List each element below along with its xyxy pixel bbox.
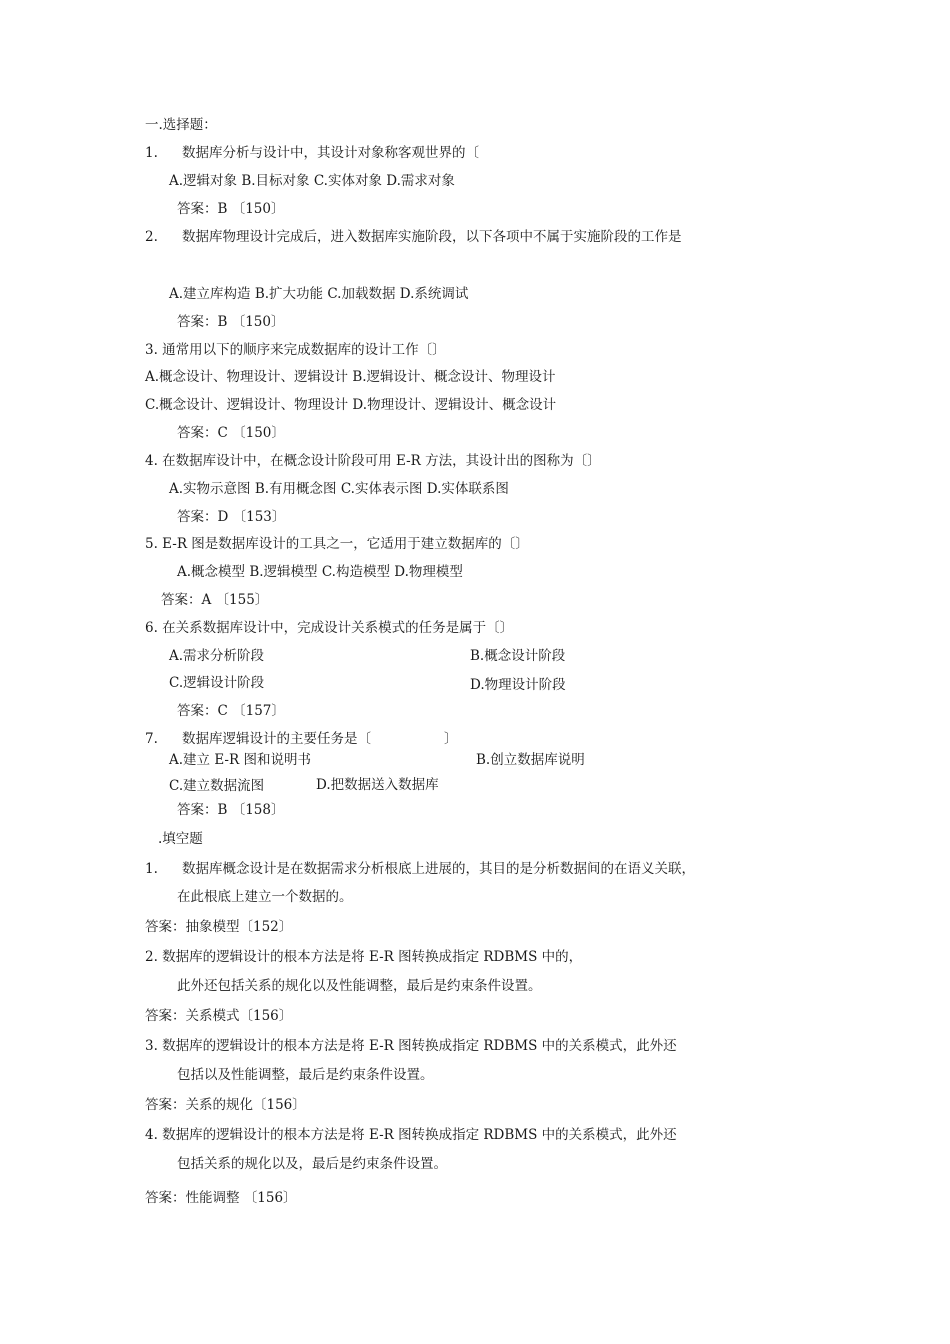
q5-text: 5. E-R 图是数据库设计的工具之一，它适用于建立数据库的〔〕 xyxy=(145,536,529,552)
fill-q4-text: 4. 数据库的逻辑设计的根本方法是将 E-R 图转换成指定 RDBMS 中的关系模式，此外还 xyxy=(145,1127,677,1143)
q3-text: 3. 通常用以下的顺序来完成数据库的设计工作〔〕 xyxy=(145,342,446,358)
section-heading-choice: 一.选择题： xyxy=(145,117,217,133)
q7-text: 数据库逻辑设计的主要任务是〔 xyxy=(182,731,371,747)
q3-options-ab: A.概念设计、物理设计、逻辑设计 B.逻辑设计、概念设计、物理设计 xyxy=(145,369,556,385)
q7-option-a: A.建立 E-R 图和说明书 xyxy=(169,752,311,768)
q6-option-a: A.需求分析阶段 xyxy=(169,648,265,664)
q7-option-d: D.把数据送入数据库 xyxy=(316,777,439,793)
q7-option-b: B.创立数据库说明 xyxy=(476,752,585,768)
q6-text: 6. 在关系数据库设计中，完成设计关系模式的任务是属于〔〕 xyxy=(145,620,514,636)
q5-answer: 答案：A 〔155〕 xyxy=(161,592,269,608)
fill-q2-answer: 答案：关系模式〔156〕 xyxy=(145,1008,293,1024)
q2-options: A.建立库构造 B.扩大功能 C.加载数据 D.系统调试 xyxy=(169,286,469,302)
q1-options: A.逻辑对象 B.目标对象 C.实体对象 D.需求对象 xyxy=(169,173,455,189)
q1-text: 数据库分析与设计中，其设计对象称客观世界的〔 xyxy=(182,145,479,161)
q6-option-c: C.逻辑设计阶段 xyxy=(169,675,265,691)
fill-q1-text-cont: 在此根底上建立一个数据的。 xyxy=(177,889,353,905)
fill-q1-answer: 答案：抽象模型〔152〕 xyxy=(145,919,293,935)
fill-q3-answer: 答案：关系的规化〔156〕 xyxy=(145,1097,306,1113)
q1-number: 1. xyxy=(145,145,158,161)
q2-number: 2. xyxy=(145,229,158,245)
fill-q4-text-cont: 包括关系的规化以及，最后是约束条件设置。 xyxy=(177,1156,447,1172)
q6-option-b: B.概念设计阶段 xyxy=(470,648,566,664)
q4-options: A.实物示意图 B.有用概念图 C.实体表示图 D.实体联系图 xyxy=(169,481,509,497)
q4-text: 4. 在数据库设计中，在概念设计阶段可用 E-R 方法，其设计出的图称为〔〕 xyxy=(145,453,601,469)
q2-answer: 答案：B 〔150〕 xyxy=(177,314,285,330)
fill-q2-text-cont: 此外还包括关系的规化以及性能调整，最后是约束条件设置。 xyxy=(177,978,542,994)
fill-q3-text: 3. 数据库的逻辑设计的根本方法是将 E-R 图转换成指定 RDBMS 中的关系模式，此外还 xyxy=(145,1038,677,1054)
q2-text: 数据库物理设计完成后，进入数据库实施阶段，以下各项中不属于实施阶段的工作是 xyxy=(182,229,682,245)
q7-option-c: C.建立数据流图 xyxy=(169,778,265,794)
q7-answer: 答案：B 〔158〕 xyxy=(177,802,285,818)
section-heading-fill: .填空题 xyxy=(158,831,203,847)
q7-number: 7. xyxy=(145,731,158,747)
q3-answer: 答案：C 〔150〕 xyxy=(177,425,285,441)
fill-q4-answer: 答案：性能调整 〔156〕 xyxy=(145,1190,297,1206)
q6-answer: 答案：C 〔157〕 xyxy=(177,703,285,719)
q1-answer: 答案：B 〔150〕 xyxy=(177,201,285,217)
q5-options: A.概念模型 B.逻辑模型 C.构造模型 D.物理模型 xyxy=(177,564,463,580)
q4-answer: 答案：D 〔153〕 xyxy=(177,509,286,525)
fill-q3-text-cont: 包括以及性能调整，最后是约束条件设置。 xyxy=(177,1067,434,1083)
q6-option-d: D.物理设计阶段 xyxy=(470,677,566,693)
fill-q2-text: 2. 数据库的逻辑设计的根本方法是将 E-R 图转换成指定 RDBMS 中的， xyxy=(145,949,583,965)
fill-q1-text: 数据库概念设计是在数据需求分析根底上进展的，其目的是分析数据间的在语义关联， xyxy=(182,861,695,877)
fill-q1-number: 1. xyxy=(145,861,158,877)
q7-close-paren: 〕 xyxy=(444,731,458,747)
q3-options-cd: C.概念设计、逻辑设计、物理设计 D.物理设计、逻辑设计、概念设计 xyxy=(145,397,557,413)
